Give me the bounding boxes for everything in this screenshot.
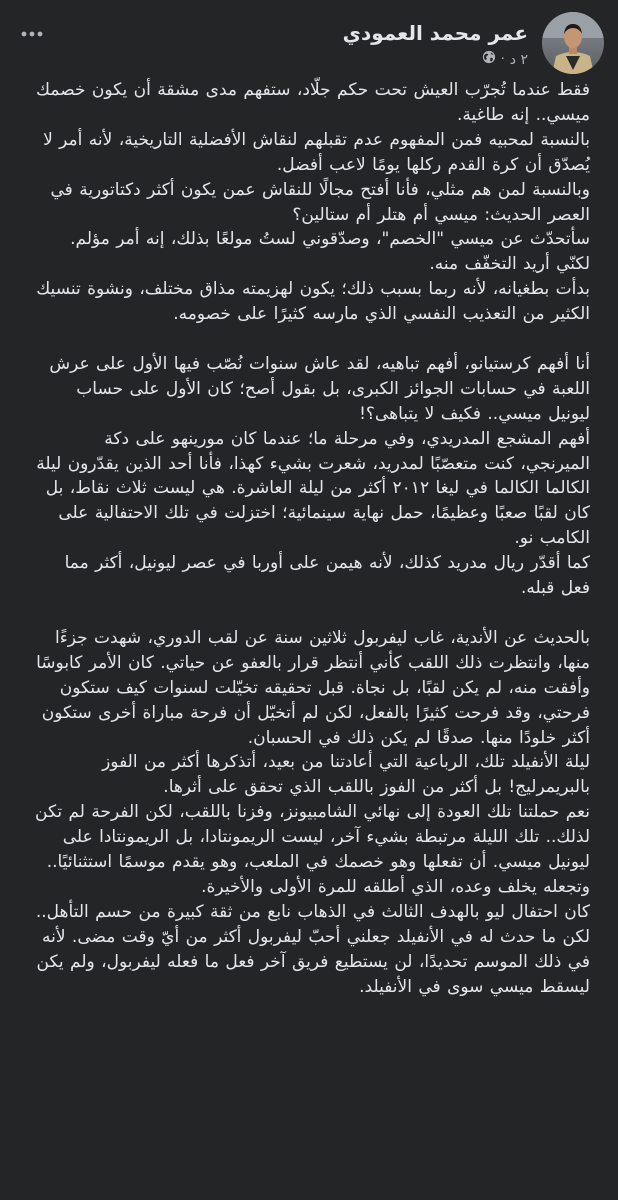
- author-block: [343, 20, 528, 69]
- post-header: [14, 12, 604, 82]
- more-options-button[interactable]: [14, 22, 50, 46]
- meta-separator: ·: [500, 51, 505, 67]
- post-paragraph: أنا أفهم كرستيانو، أفهم تباهيه، لقد عاش سنوات نُصّب فيها الأول على عرش اللعبة في حسابات الجوائز الكبرى، بل بقول أصح؛ كان الأول على حساب ليونيل ميسي.. فكيف لا يتباهى؟! أفهم المشجع المدريدي، وفي مرحلة ما؛ عندما كان مورينهو على دكة الميرنجي، كنت متعصّبًا لمدريد، شعرت بشيء كهذا، فأنا أحد الذين يقدّرون ليلة الكالما الكالما في ليغا ٢٠١٢ أكثر من ليلة العاشرة. هي ليست ثلاث نقاط، بل كان لقبًا صعبًا وعظيمًا، حمل نهاية سينمائية؛ اختزلت في تلك الاحتفالية على الكامب نو. كما أقدّر ريال مدريد كذلك، لأنه هيمن على أوربا في عصر ليونيل، أكثر مما فعل قبله.: [36, 353, 590, 599]
- globe-icon[interactable]: [482, 50, 496, 69]
- post-text: [30, 78, 590, 1000]
- post-paragraph: بالحديث عن الأندية، غاب ليفربول ثلاثين سنة عن لقب الدوري، شهدت جزءًا منها، وانتظرت ذلك اللقب كأني أنتظر قرار بالعفو عن حياتي. كان الأمر كابوسًا وأفقت منه، لم يكن لقبًا، بل نجاة. قبل تحقيقه تخيّلت لسنوات كيف ستكون فرحتي، وقد فرحت كثيرًا بالفعل، لكن لم أتخيّل أن فرحة مباراة أخرى ستكون أكثر خلودًا منها. صدقًا لم يكن ذلك في الحسبان. ليلة الأنفيلد تلك، الرباعية التي أعادتنا من بعيد، أتذكرها أكثر من الفوز بالبريمرليج! بل أكثر من الفوز باللقب الذي تحقق على أثرها. نعم حملتنا تلك العودة إلى نهائي الشامبيونز، وفزنا باللقب، لكن الفرحة لم تكن لذلك.. تلك الليلة مرتبطة بشيء آخر، ليست الريمونتادا، بل الريمونتادا على ليونيل ميسي. أن تفعلها وهو خصمك في الملعب، وهو يقدم موسمًا استثنائيًا.. وتجعله يخلف وعده، الذي أطلقه للمرة الأولى والأخيرة. كان احتفال ليو بالهدف الثالث في الذهاب نابع من ثقة كبيرة من حسم التأهل.. لكن ما حدث له في الأنفيلد جعلني أحبّ ليفربول أكثر من أيّ وقت مضى. لأنه في ذلك الموسم تحديدًا، لن يستطيع فريق آخر فعل ما فعله ليفربول، ولم يكن ليسقط ميسي سوى في الأنفيلد.: [35, 627, 590, 997]
- post-paragraph: فقط عندما تُجرّب العيش تحت حكم جلّاد، ستفهم مدى مشقة أن يكون خصمك ميسي.. إنه طاغية. بالنسبة لمحبيه فمن المفهوم عدم تقبلهم لنقاش الأفضلية التاريخية، لأنه أمر لا يُصدّق أن كرة القدم ركلها يومًا لاعب أفضل. وبالنسبة لمن هم مثلي، فأنا أفتح مجالًا للنقاش عمن يكون أكثر دكتاتورية في العصر الحديث: ميسي أم هتلر أم ستالين؟ سأتحدّث عن ميسي "الخصم"، وصدّقوني لستُ مولعًا بذلك، إنه أمر مؤلم. لكنّي أريد التخفّف منه. بدأت بطغيانه، لأنه ربما بسبب ذلك؛ يكون لهزيمته مذاق مختلف، ونشوة تنسيك الكثير من التعذيب النفسي الذي مارسه كثيرًا على خصومه.: [36, 80, 590, 325]
- avatar[interactable]: [542, 12, 604, 74]
- post-timestamp[interactable]: ٢ د: [509, 51, 528, 68]
- more-horizontal-icon: [20, 30, 44, 38]
- avatar-image: [542, 12, 604, 74]
- author-name[interactable]: عمر محمد العمودي: [342, 21, 528, 45]
- post-meta: [343, 50, 528, 69]
